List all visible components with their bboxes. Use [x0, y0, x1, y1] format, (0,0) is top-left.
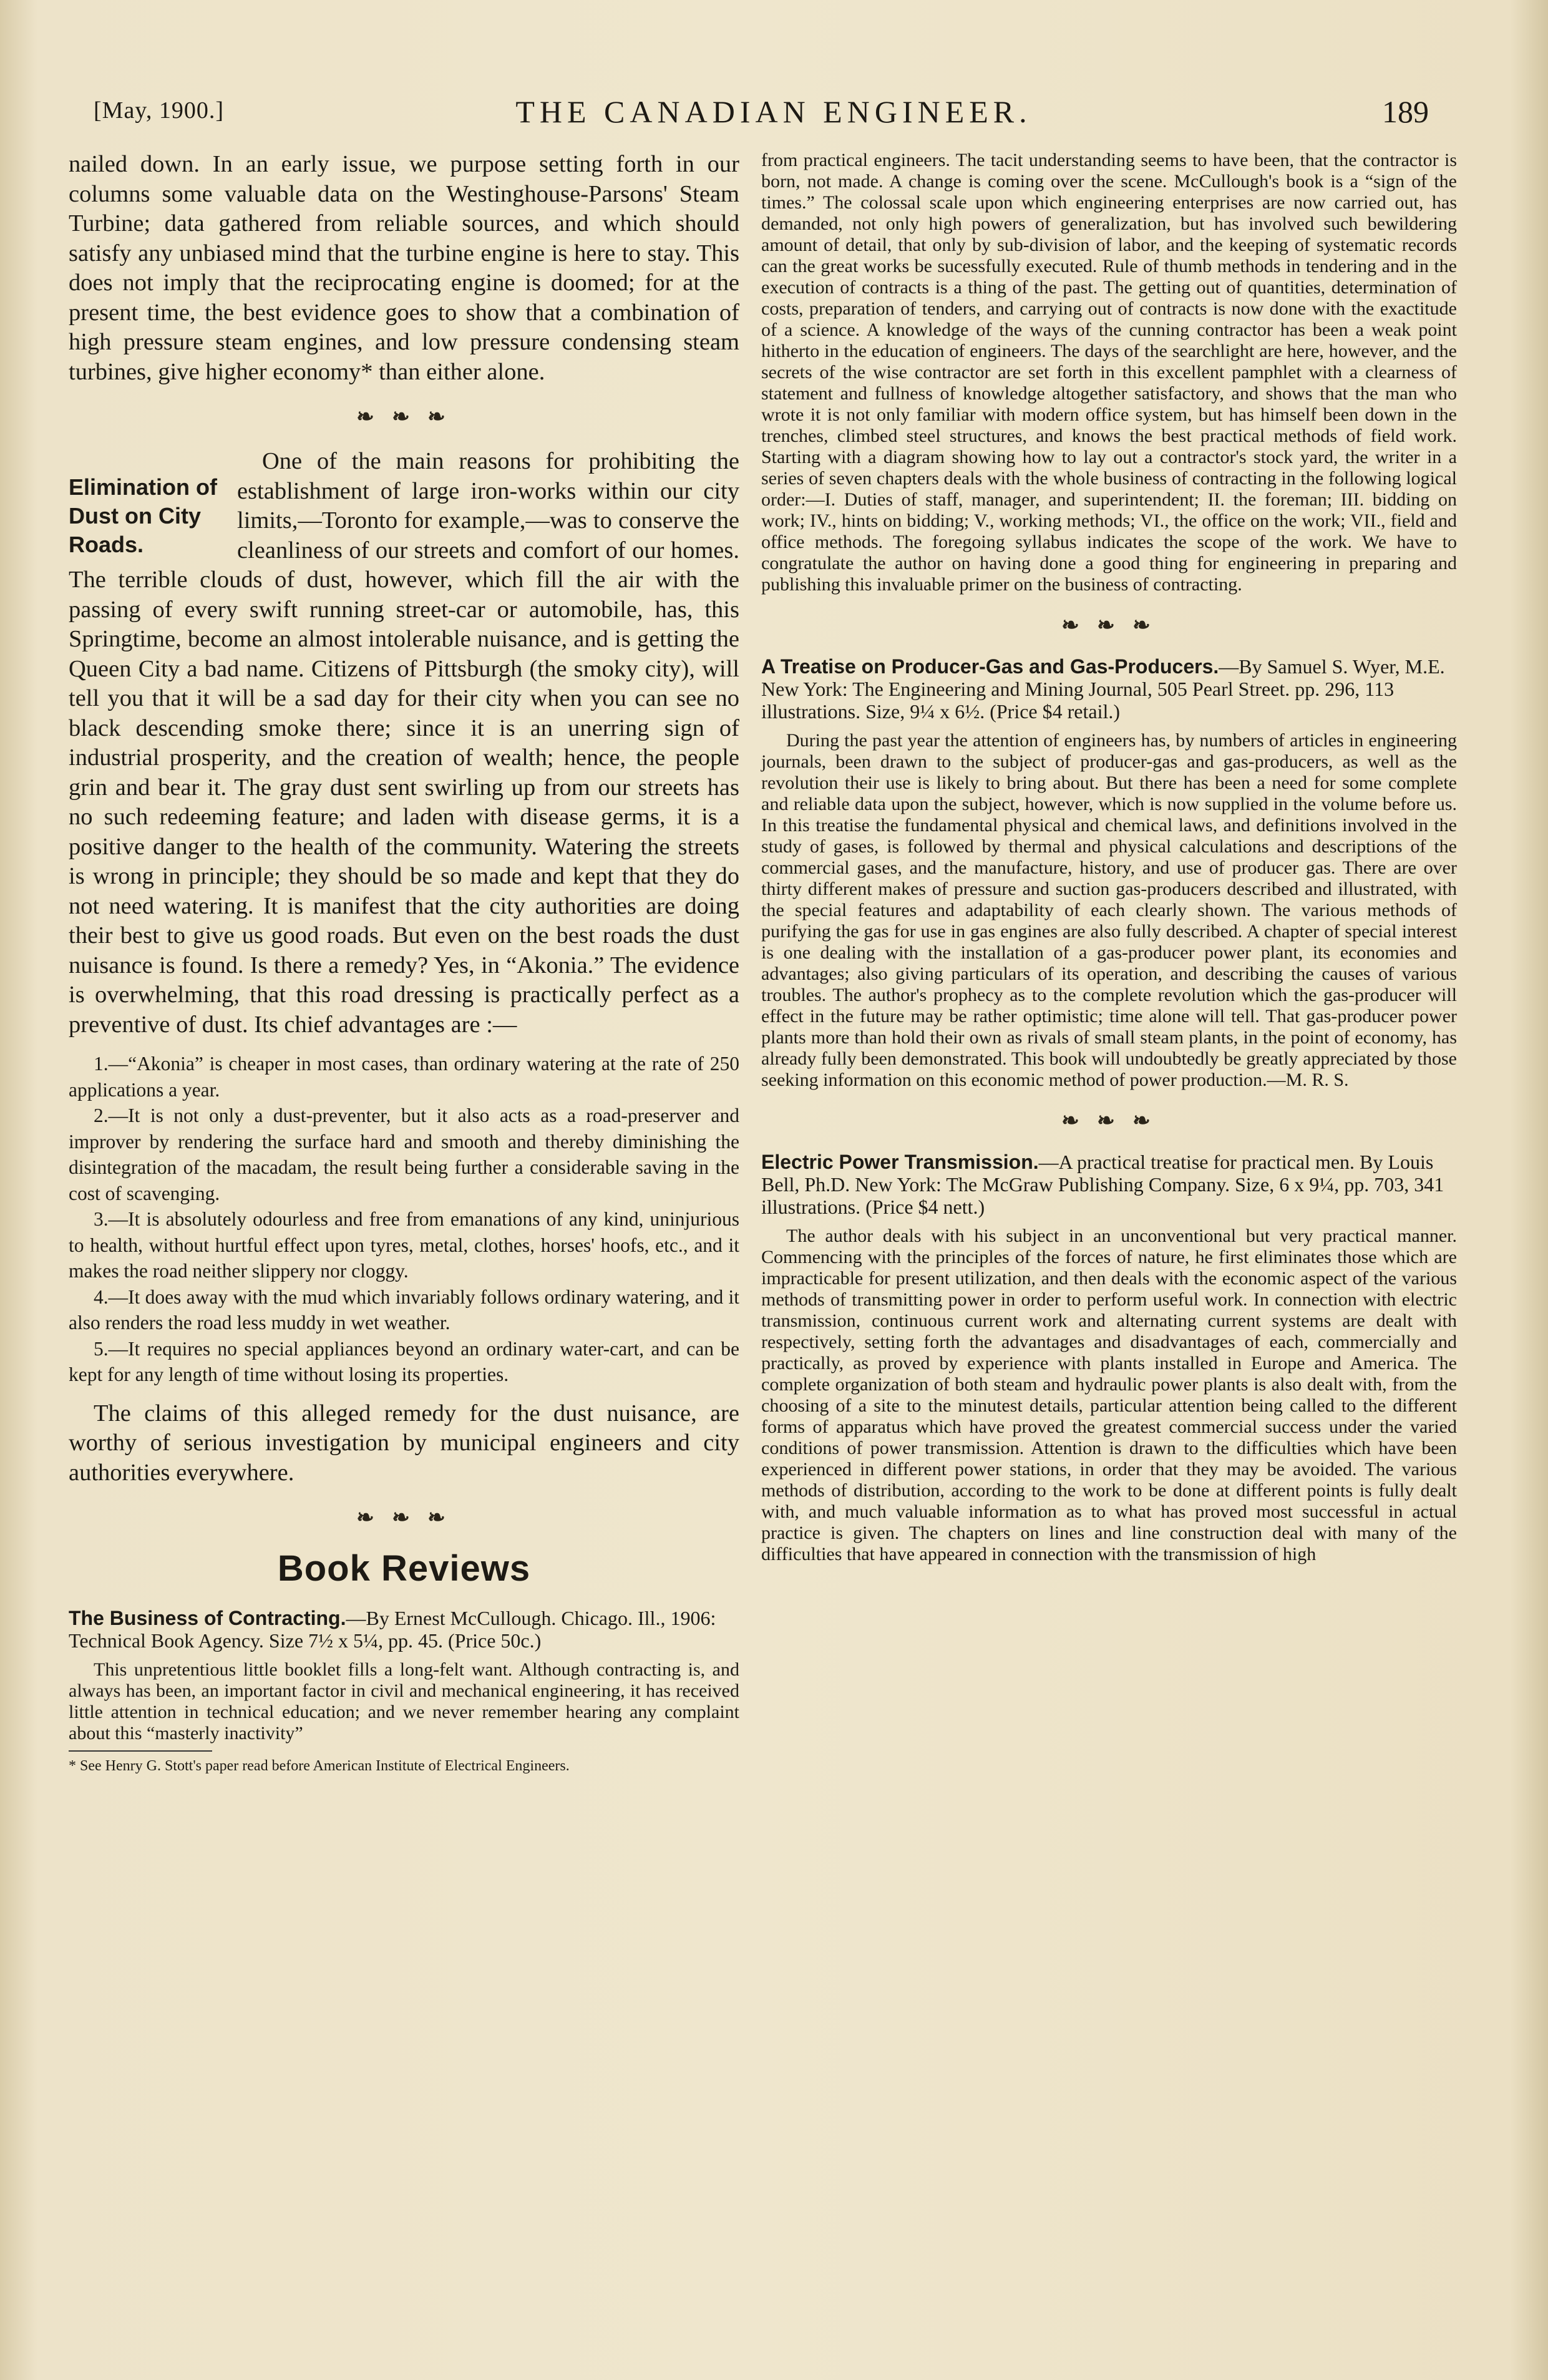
dust-closing-paragraph: The claims of this alleged remedy for the dust nuisance, are worthy of serious investigation by municipal engineers and city authorities everywhere. [69, 1400, 739, 1486]
dust-article [69, 447, 739, 1040]
advantage-item: 1.—“Akonia” is cheaper in most cases, than ordinary watering at the rate of 250 applications a year. [69, 1053, 739, 1101]
page-number: 189 [1382, 94, 1429, 129]
book-title: The Business of Contracting. [69, 1607, 346, 1629]
book-title: A Treatise on Producer-Gas and Gas-Producers. [761, 655, 1219, 678]
book-review-continued: from practical engineers. The tacit understanding seems to have been, that the contractor is born, not made. A change is coming over the scene. McCullough's book is a “sign of the times.” The colossal scale upon which engineering enterprises are now carried out, has demanded, not only high powers of generalization, but has involved such bewildering amount of detail, that only by sub-division of labor, and the keeping of systematic records can the great works be sucessfully executed. Rule of thumb methods in tendering and in the execution of contracts is a thing of the past. The getting out of quantities, determination of costs, preparation of tenders, and carrying out of contracts is now done with the exactitude of a science. A knowledge of the ways of the cunning contractor has been a weak point hitherto in the education of engineers. The days of the searchlight are here, however, and the secrets of the wise contractor are set forth in this excellent pamphlet with a clearness of statement and fullness of knowledge altogether satisfactory, and shows that the man who wrote it is not only familiar with modern office system, but has himself been down in the trenches, climbed steel structures, and knows the best practical methods of field work. Starting with a diagram showing how to lay out a contractor's stock yard, the writer in a series of seven chapters deals with the whole business of contracting in the following logical order:—I. Duties of staff, manager, and superintendent; II. the foreman; III. bidding on work; IV., hints on bidding; V., working methods; VI., the office on the work; VII., field and office methods. The foregoing syllabus indicates the scope of the work. We have to congratulate the author on having done a good thing for engineering in preparing and publishing this invaluable primer on the business of contracting. [761, 150, 1457, 595]
advantage-item: 5.—It requires no special appliances beyond an ordinary water-cart, and can be kept for any length of time without losing its properties. [69, 1337, 739, 1385]
book-details: —By Samuel S. Wyer, M.E. New York: The Engineering and Mining Journal, 505 Pearl Street. pp. 296, 113 illustrations. Size, 9¼ x 6½. (Price $4 retail.) [761, 655, 1445, 723]
dust-paragraph: One of the main reasons for prohibiting the establishment of large iron-works within our city limits,—Toronto for example,—was to conserve the cleanliness of our streets and comfort of our homes. The terrible clouds of dust, however, which fill the air with the passing of every swift running street-car or automobile, has, this Springtime, become an almost intolerable nuisance, and is getting the Queen City a bad name. Citizens of Pittsburgh (the smoky city), will tell you that it will be a sad day for their city when you can see no black descending smoke there; since it is an unerring sign of industrial prosperity, and the creation of wealth; hence, the people grin and bear it. The gray dust sent swirling up from our streets has no such redeeming feature; and laden with disease germs, it is a positive danger to the health of the community. Watering the streets is wrong in principle; they should be so made and kept that they do not need watering. It is manifest that the city authorities are doing their best to give us good roads. But even on the best roads the dust nuisance is found. Is there a remedy? Yes, in “Akonia.” The evidence is overwhelming, that this road dressing is practically perfect as a preventive of dust. Its chief advantages are :— [69, 448, 739, 1038]
advantages-list [69, 1051, 739, 1388]
book-title: Electric Power Transmission. [761, 1151, 1039, 1173]
advantage-item: 4.—It does away with the mud which invariably follows ordinary watering, and it also renders the road less muddy in wet weather. [69, 1285, 739, 1334]
turbine-paragraph: nailed down. In an early issue, we purpose setting forth in our columns some valuable data on the Westinghouse-Parsons' Steam Turbine; data gathered from reliable sources, and which should satisfy any unbiased mind that the turbine engine is here to stay. This does not imply that the reciprocating engine is doomed; for at the present time, the best evidence goes to show that a combination of high pressure steam engines, and low pressure condensing steam turbines, give higher economy* than either alone. [69, 151, 739, 385]
section-ornament: ❧ ❧ ❧ [1061, 1110, 1157, 1133]
book-review-text: This unpretentious little booklet fills a long-felt want. Although contracting is, and always has been, an important factor in civil and mechanical engineering, it has received little attention in technical education; and we never remember hearing any complaint about this “masterly inactivity” [69, 1659, 739, 1744]
issue-date: [May, 1900.] [94, 97, 224, 124]
book-review-header [761, 655, 1457, 723]
section-ornament: ❧ ❧ ❧ [356, 1506, 452, 1529]
advantage-item: 2.—It is not only a dust-preventer, but it also acts as a road-preserver and improver by rendering the surface hard and smooth and thereby diminishing the disintegration of the macadam, the result being further a considerable saving in the cost of scavenging. [69, 1105, 739, 1204]
book-details: —A practical treatise for practical men. By Louis Bell, Ph.D. New York: The McGraw Publishing Company. Size, 6 x 9¼, pp. 703, 341 illustrations. (Price $4 nett.) [761, 1151, 1444, 1218]
footnote: * See Henry G. Stott's paper read before American Institute of Electrical Engineers. [69, 1758, 570, 1774]
journal-title: THE CANADIAN ENGINEER. [515, 94, 1032, 129]
book-review-header [69, 1607, 739, 1652]
book-details: —By Ernest McCullough. Chicago. Ill., 1906: Technical Book Agency. Size 7½ x 5¼, pp. 45. (Price 50c.) [69, 1607, 716, 1652]
right-column [761, 150, 1457, 1565]
left-column [69, 150, 739, 1775]
book-review-header [761, 1151, 1457, 1218]
book-review-text: During the past year the attention of engineers has, by numbers of articles in engineering journals, been drawn to the subject of producer-gas and gas-producers, as well as the revolution their use is likely to bring about. But there has been a need for some complete and reliable data upon the subject, however, which is now supplied in the volume before us. In this treatise the fundamental physical and chemical laws, and definitions involved in the study of gases, is followed by thermal and physical calculations and descriptions of the commercial gases, and the manufacture, history, and use of producer gas. There are over thirty different makes of pressure and suction gas-producers described and illustrated, with the special features and adaptability of each clearly shown. The various methods of purifying the gas for use in gas engines are also fully described. A chapter of special interest is one dealing with the installation of a gas-producer power plant, its economies and advantages; also giving particulars of its operation, and describing the causes of various troubles. The author's prophecy as to the complete revolution which the gas-producer will effect in the future may be rather optimistic; time alone will tell. That gas-producer power plants more than hold their own as rivals of small steam plants, in the point of economy, has already fully been demonstrated. This book will undoubtedly be greatly appreciated by those seeking information on this economic method of power production.—M. R. S. [761, 730, 1457, 1090]
section-ornament: ❧ ❧ ❧ [356, 406, 452, 429]
dust-sidehead: Elimination of Dust on City Roads. [69, 474, 217, 557]
page-header [94, 94, 1454, 150]
book-reviews-heading: Book Reviews [277, 1548, 531, 1589]
section-ornament: ❧ ❧ ❧ [1061, 614, 1157, 637]
footnote-divider [69, 1750, 212, 1752]
book-review-text: The author deals with his subject in an unconventional but very practical manner. Commencing with the principles of the forces of nature, he first eliminates those which are impracticable for present utilization, and then deals with the economic aspect of the various methods of transmitting power in order to perform useful work. In connection with electric transmission, continuous current work and alternating current systems are dealt with respectively, setting forth the advantages and disadvantages of each, commercially and practically, as proved by experience with plants installed in Europe and America. The complete organization of both steam and hydraulic power plants is also dealt with, from the choosing of a site to the minutest details, particular attention being called to the different forms of apparatus which have proved the greatest commercial success under the varied conditions of power transmission. Attention is drawn to the difficulties which have been experienced in different power stations, in order that they may be avoided. The various methods of distribution, according to the work to be done at different points is fully dealt with, and much valuable information as to what has proved most successful in actual practice is given. The chapters on lines and line construction deal with many of the difficulties that have appeared in connection with the transmission of high [761, 1226, 1457, 1564]
advantage-item: 3.—It is absolutely odourless and free from emanations of any kind, uninjurious to health, without hurtful effect upon tyres, metal, clothes, horses' hoofs, etc., and it makes the road neither slippery nor cloggy. [69, 1208, 739, 1282]
